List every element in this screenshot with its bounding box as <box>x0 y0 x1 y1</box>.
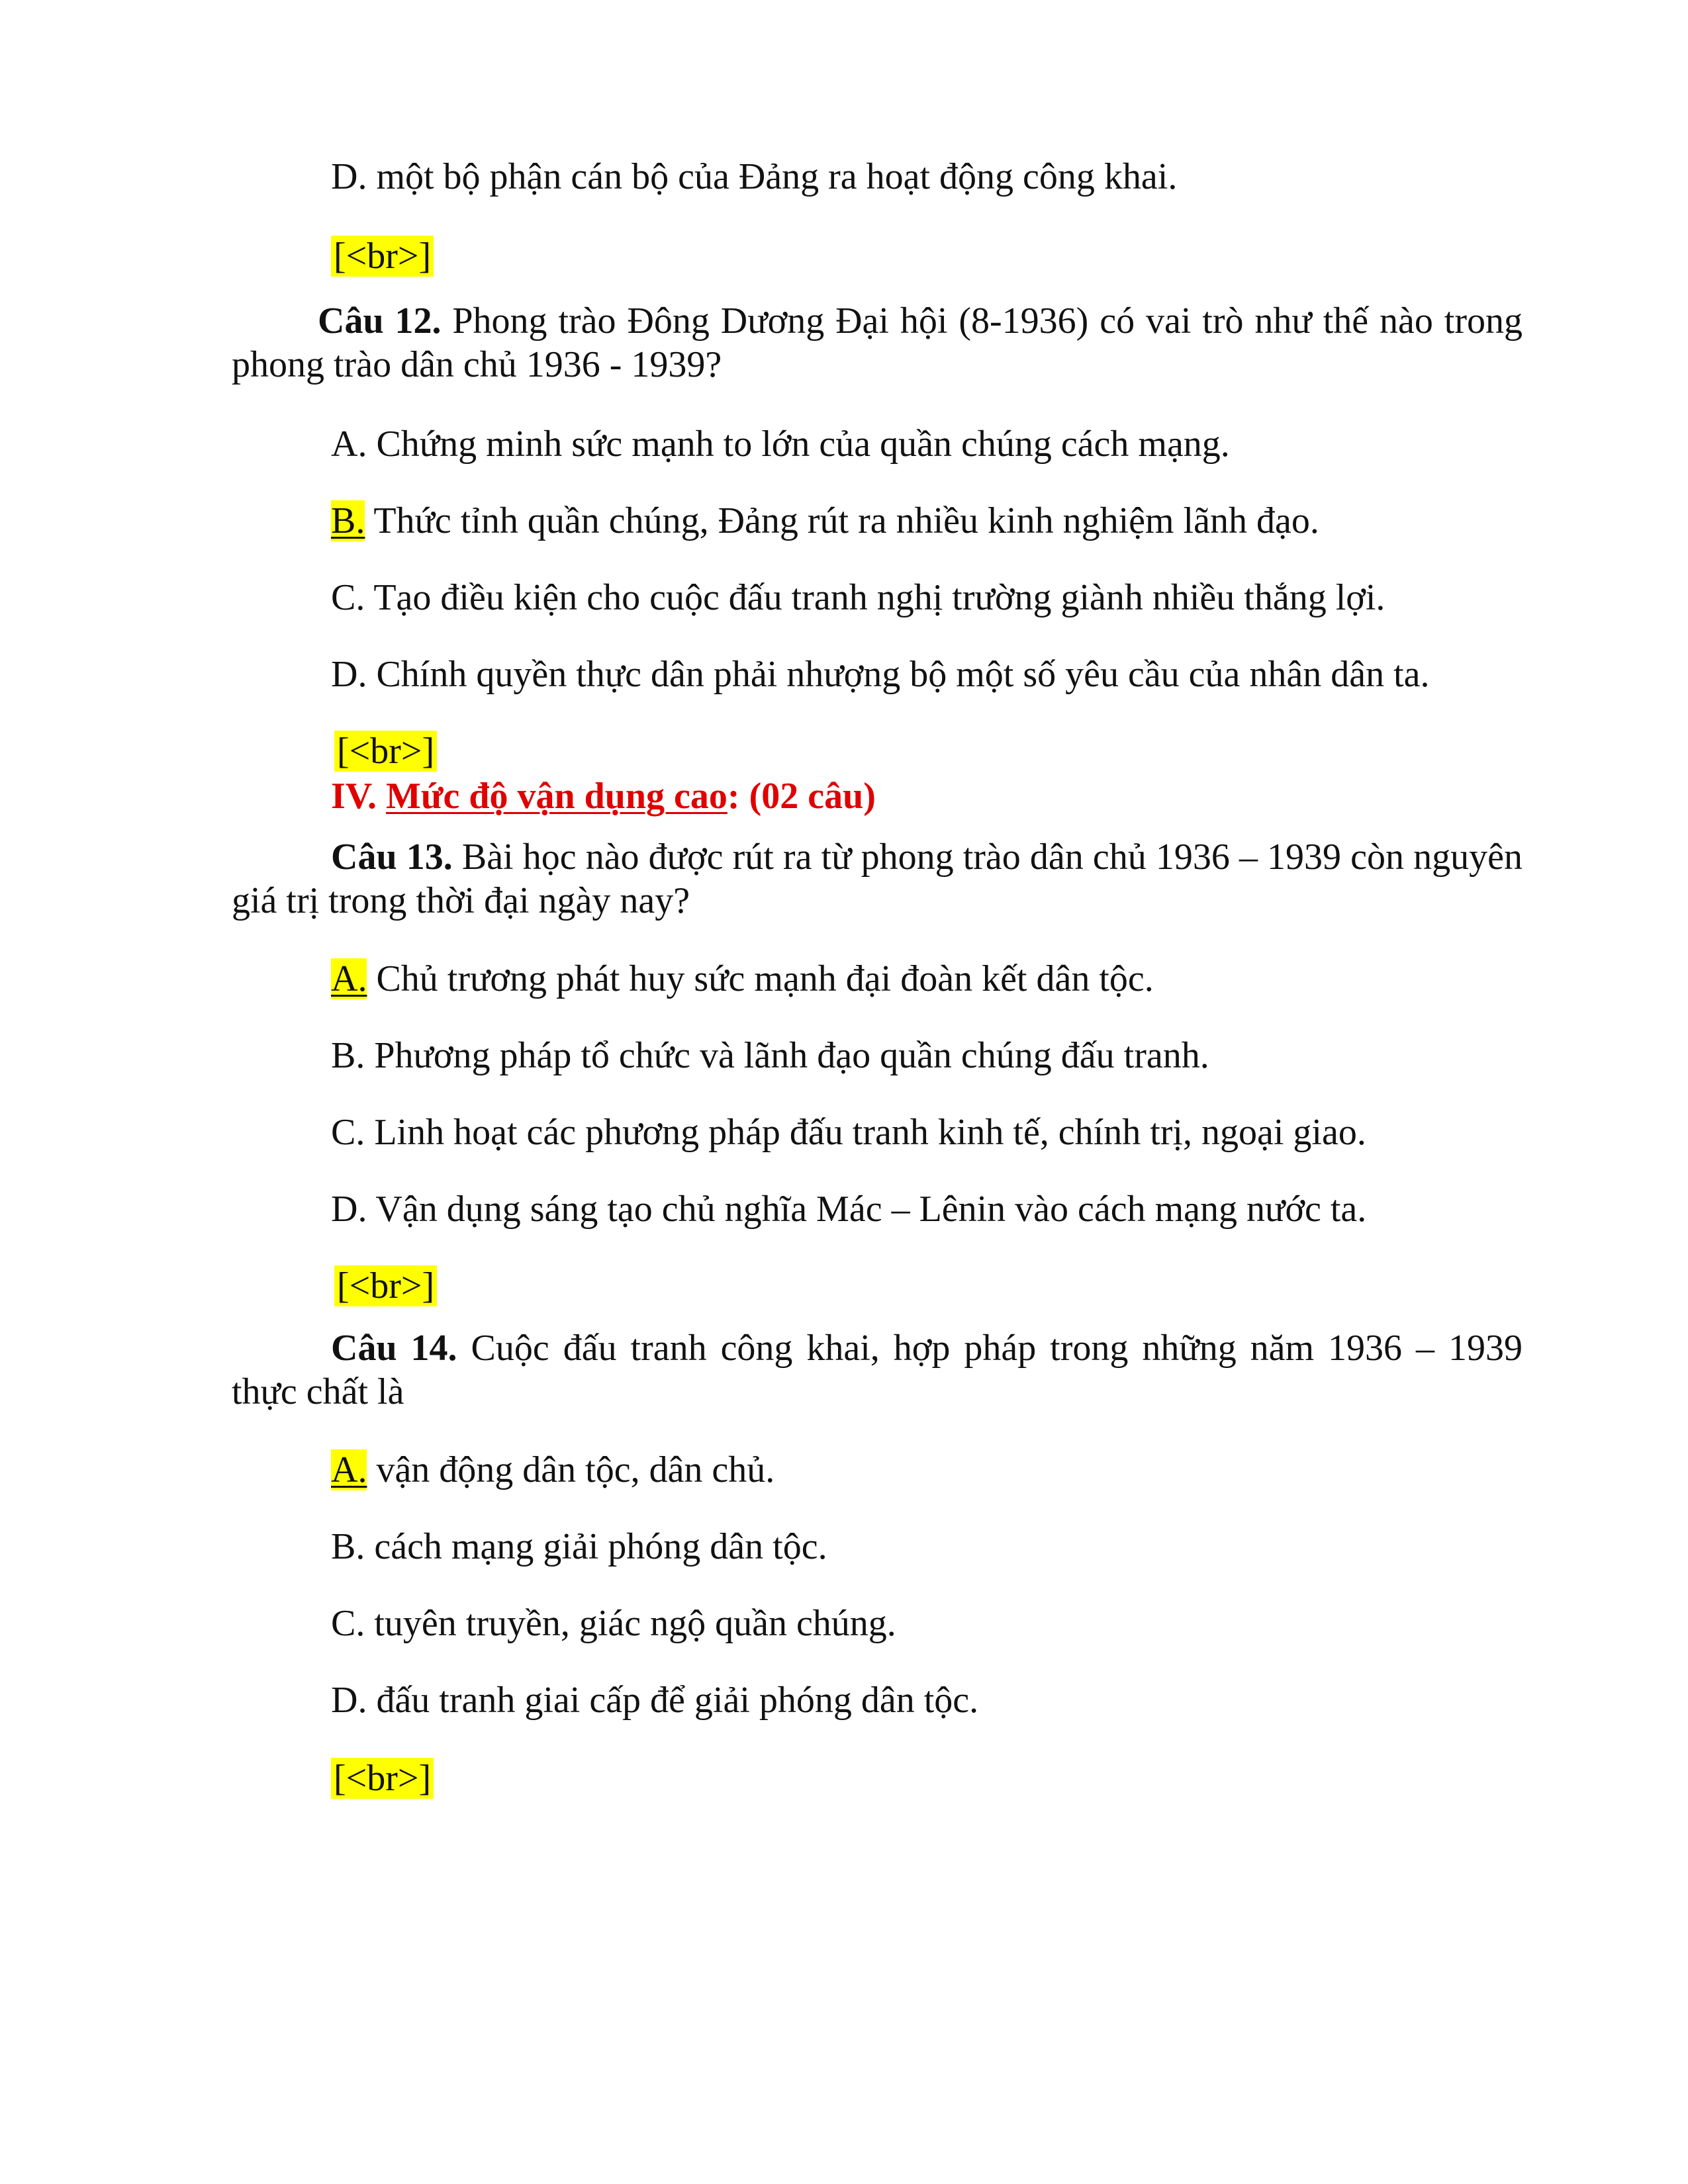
question-14-text: Cuộc đấu tranh công khai, hợp pháp trong những năm 1936 – 1939 thực chất là <box>232 1328 1523 1412</box>
question-14-option-a <box>331 1448 774 1492</box>
section-iv-prefix: IV. <box>331 776 387 817</box>
question-13-option-b: B. Phương pháp tổ chức và lãnh đạo quần chúng đấu tranh. <box>331 1035 1209 1076</box>
question-12-option-b <box>331 499 1319 543</box>
question-14-answer-label: A. <box>331 1449 367 1490</box>
br-tag: [<br>] <box>334 1265 437 1306</box>
question-13 <box>232 835 1523 923</box>
question-14-option-a-text: vận động dân tộc, dân chủ. <box>367 1449 775 1490</box>
br-tag: [<br>] <box>334 731 437 772</box>
line-break-marker <box>334 1264 437 1308</box>
question-12-option-a: A. Chứng minh sức mạnh to lớn của quần chúng cách mạng. <box>331 424 1230 465</box>
question-13-option-d: D. Vận dụng sáng tạo chủ nghĩa Mác – Lênin vào cách mạng nước ta. <box>331 1189 1367 1230</box>
question-13-option-a <box>331 957 1154 1001</box>
line-break-marker <box>331 234 434 278</box>
section-iv-suffix: : (02 câu) <box>727 776 876 817</box>
question-13-option-c: C. Linh hoạt các phương pháp đấu tranh kinh tế, chính trị, ngoại giao. <box>331 1112 1366 1153</box>
question-14-option-c: C. tuyên truyền, giác ngộ quần chúng. <box>331 1603 896 1644</box>
question-12-answer-label: B. <box>331 500 365 541</box>
br-tag: [<br>] <box>331 236 434 277</box>
br-tag: [<br>] <box>331 1758 434 1799</box>
question-12-option-b-text: Thức tỉnh quần chúng, Đảng rút ra nhiều kinh nghiệm lãnh đạo. <box>365 500 1319 541</box>
question-12 <box>232 299 1523 387</box>
section-iv-heading <box>331 774 876 818</box>
question-12-option-c: C. Tạo điều kiện cho cuộc đấu tranh nghị trường giành nhiều thắng lợi. <box>331 577 1385 618</box>
question-12-option-d: D. Chính quyền thực dân phải nhượng bộ một số yêu cầu của nhân dân ta. <box>331 654 1430 695</box>
section-iv-title: Mức độ vận dụng cao <box>386 776 727 817</box>
question-14-number: Câu 14. <box>331 1328 457 1369</box>
question-13-text: Bài học nào được rút ra từ phong trào dân chủ 1936 – 1939 còn nguyên giá trị trong thời đại ngày nay? <box>232 837 1523 921</box>
question-12-text: Phong trào Đông Dương Đại hội (8-1936) có vai trò như thế nào trong phong trào dân chủ 1936 - 1939? <box>232 300 1523 385</box>
question-14 <box>232 1326 1523 1414</box>
line-break-marker <box>331 1756 434 1800</box>
question-14-option-b: B. cách mạng giải phóng dân tộc. <box>331 1526 827 1567</box>
line-break-marker <box>334 729 437 773</box>
question-14-option-d: D. đấu tranh giai cấp để giải phóng dân tộc. <box>331 1680 979 1721</box>
prev-question-option-d: D. một bộ phận cán bộ của Đảng ra hoạt động công khai. <box>331 156 1178 197</box>
question-13-option-a-text: Chủ trương phát huy sức mạnh đại đoàn kết dân tộc. <box>367 958 1154 999</box>
question-13-number: Câu 13. <box>331 837 453 878</box>
question-13-answer-label: A. <box>331 958 367 999</box>
question-12-number: Câu 12. <box>318 300 442 341</box>
